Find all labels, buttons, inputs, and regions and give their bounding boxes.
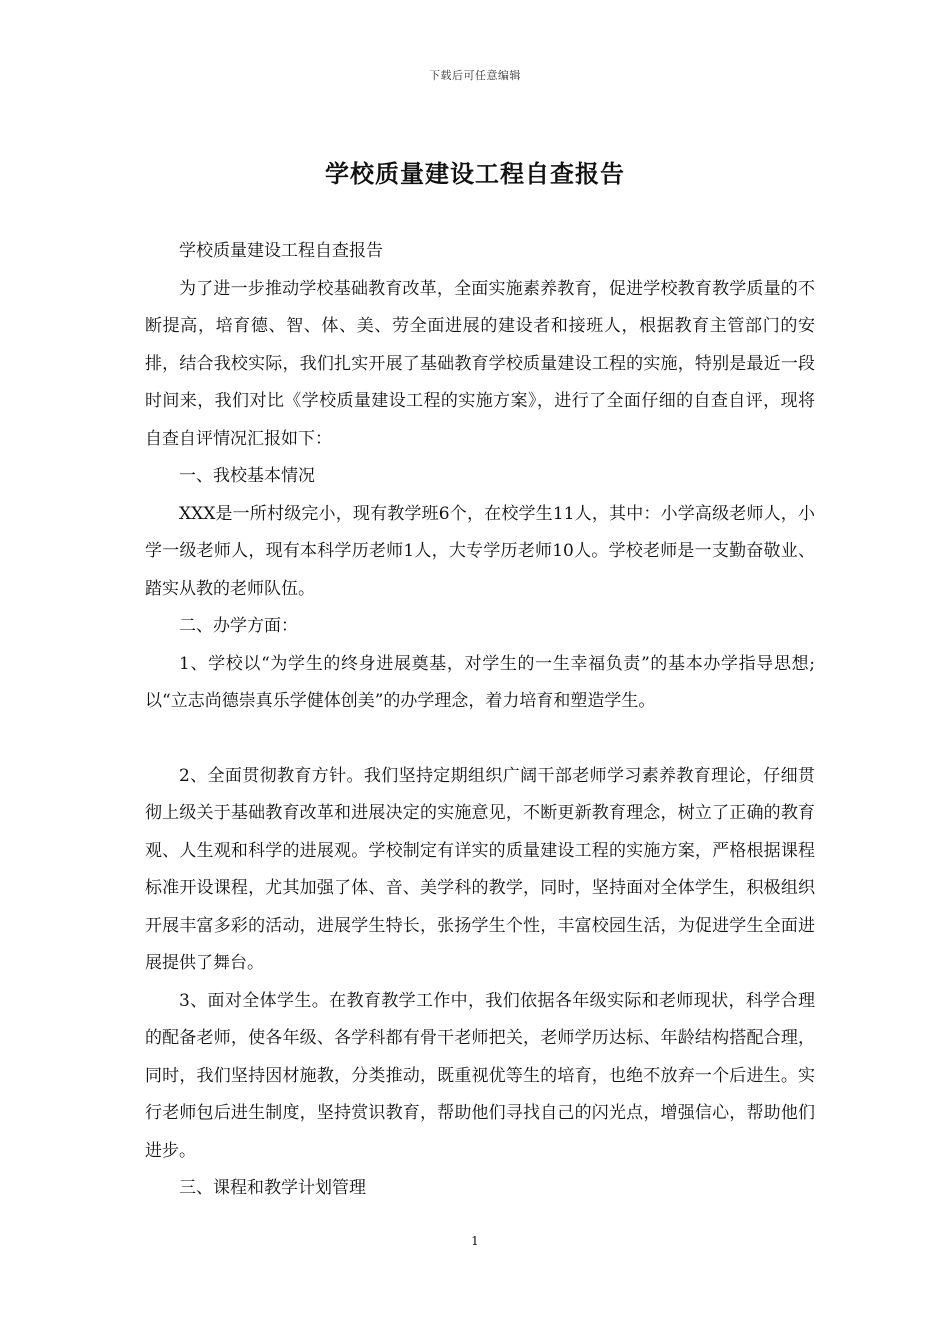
paragraph-item-3: 3、面对全体学生。在教育教学工作中，我们依据各年级实际和老师现状，科学合理的配备老师，使各年级、各学科都有骨干老师把关，老师学历达标、年龄结构搭配合理，同时，我们坚持因材施教，分类推动，既重视优等生的培育，也绝不放弃一个后进生。实行老师包后进生制度，坚持赏识教育，帮助他们寻找自己的闪光点，增强信心，帮助他们进步。 xyxy=(145,990,815,1161)
section-heading-1: 一、我校基本情况 xyxy=(179,466,315,486)
page-number: 1 xyxy=(471,1234,479,1248)
section-heading-2: 二、办学方面： xyxy=(179,616,298,636)
document-title: 学校质量建设工程自查报告 xyxy=(325,159,625,188)
paragraph-item-1: 1、学校以“为学生的终身进展奠基，对学生的一生幸福负责”的基本办学指导思想;以“立志尚德崇真乐学健体创美”的办学理念，着力培育和塑造学生。 xyxy=(145,653,815,711)
paragraph-subtitle: 学校质量建设工程自查报告 xyxy=(179,241,383,261)
section-heading-3: 三、课程和教学计划管理 xyxy=(179,1178,366,1198)
paragraph-school-info: XXX是一所村级完小，现有教学班6个，在校学生11人，其中：小学高级老师人，小学一级老师人，现有本科学历老师1人，大专学历老师10人。学校老师是一支勤奋敬业、踏实从教的老师队伍。 xyxy=(145,503,815,599)
paragraph-item-2: 2、全面贯彻教育方针。我们坚持定期组织广阔干部老师学习素养教育理论，仔细贯彻上级关于基础教育改革和进展决定的实施意见，不断更新教育理念，树立了正确的教育观、人生观和科学的进展观。学校制定有详实的质量建设工程的实施方案，严格根据课程标准开设课程，尤其加强了体、音、美学科的教学，同时，坚持面对全体学生，积极组织开展丰富多彩的活动，进展学生特长，张扬学生个性，丰富校园生活，为促进学生全面进展提供了舞台。 xyxy=(145,765,815,973)
header-note: 下载后可任意编辑 xyxy=(429,69,521,82)
document-body xyxy=(145,233,815,1208)
paragraph-intro: 为了进一步推动学校基础教育改革，全面实施素养教育，促进学校教育教学质量的不断提高，培育德、智、体、美、劳全面进展的建设者和接班人，根据教育主管部门的安排，结合我校实际，我们扎实开展了基础教育学校质量建设工程的实施，特别是最近一段时间来，我们对比《学校质量建设工程的实施方案》，进行了全面仔细的自查自评，现将自查自评情况汇报如下： xyxy=(145,278,815,449)
